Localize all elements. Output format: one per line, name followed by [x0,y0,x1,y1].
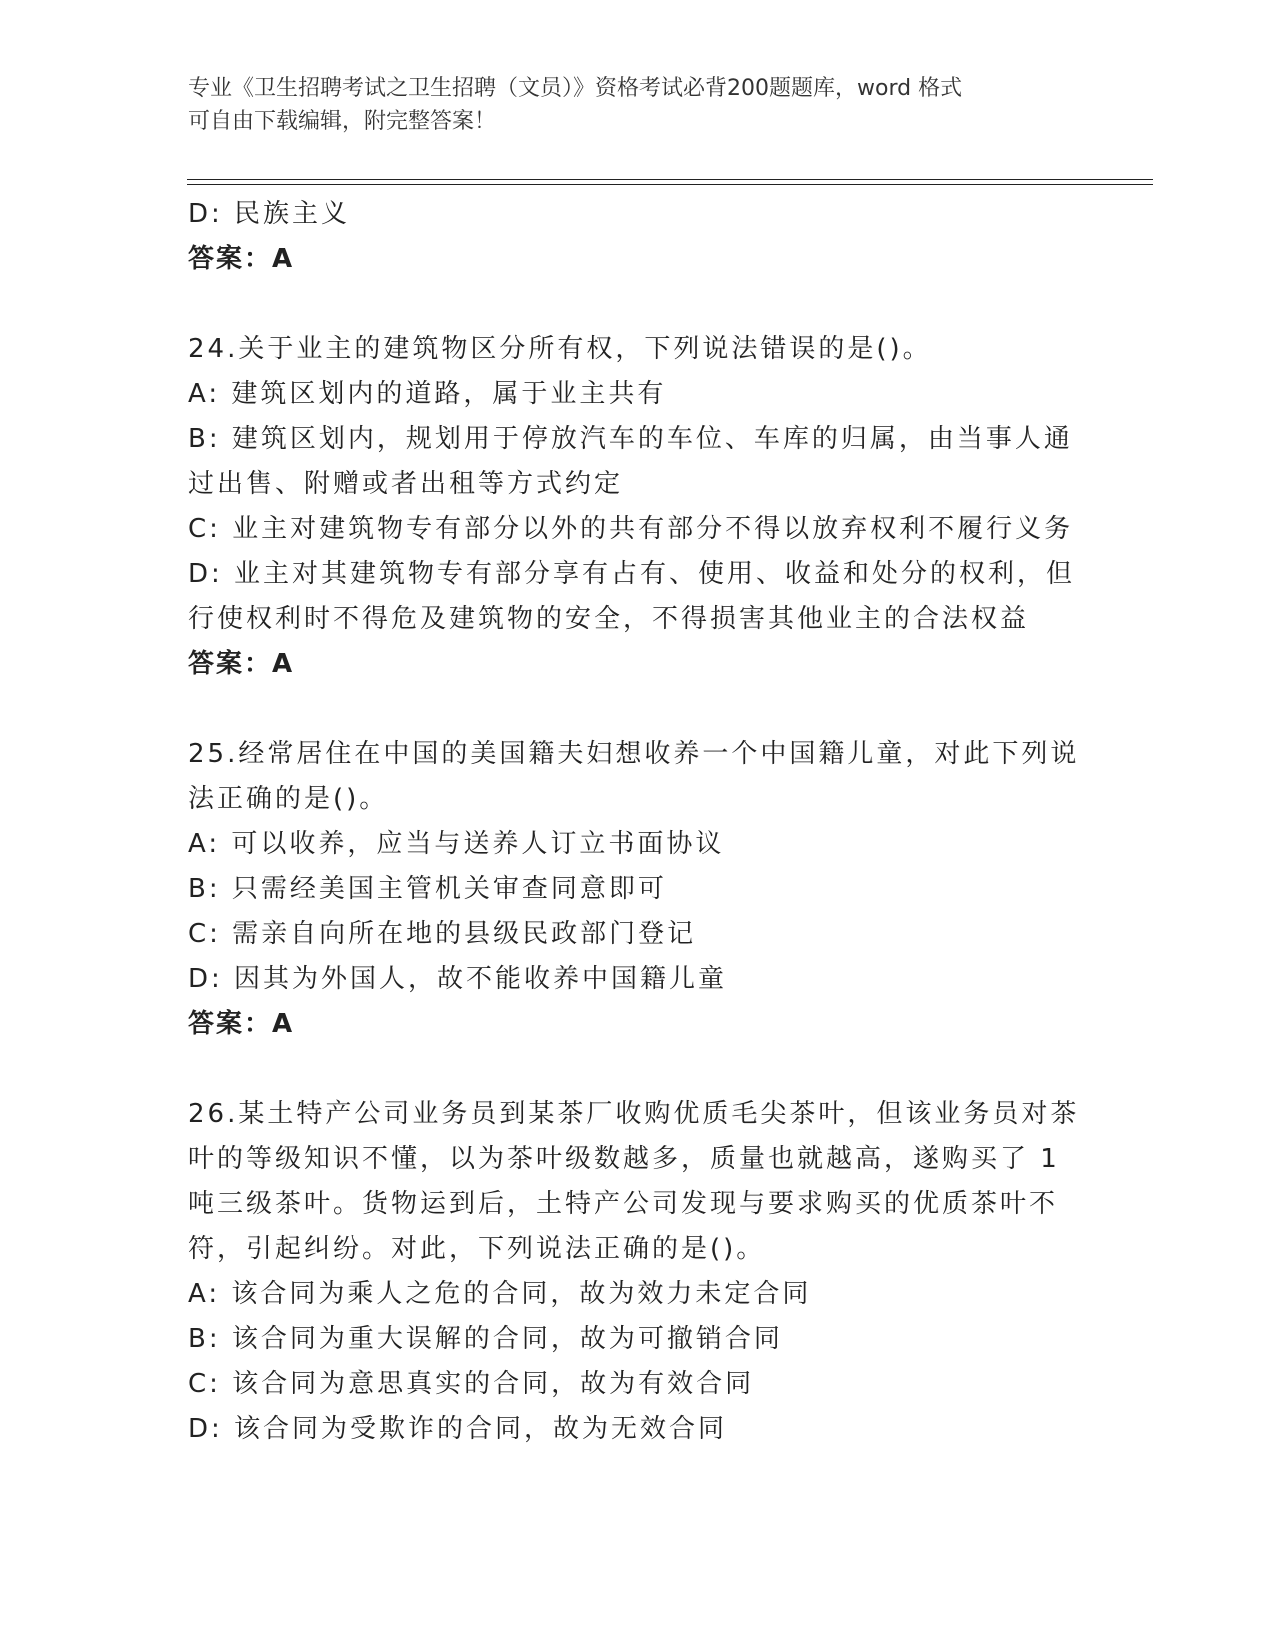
option-b: B: 只需经美国主管机关审查同意即可 [188,874,667,904]
question-stem: 26.某土特产公司业务员到某茶厂收购优质毛尖茶叶，但该业务员对茶 [188,1099,1080,1129]
header-line-1: 专业《卫生招聘考试之卫生招聘（文员）》资格考试必背200题题库，word 格式 [188,76,963,101]
question-stem-continued: 叶的等级知识不懂，以为茶叶级数越多，质量也就越高，遂购买了 1 [188,1144,1060,1174]
question-24 [188,327,1088,687]
question-stem-continued: 法正确的是()。 [188,784,389,814]
spacer [188,282,1088,327]
question-26 [188,1092,1088,1452]
answer-line: 答案：A [188,1009,295,1039]
question-stem-continued: 符，引起纠纷。对此，下列说法正确的是()。 [188,1234,766,1264]
option-a: A: 建筑区划内的道路，属于业主共有 [188,379,667,409]
option-c: C: 业主对建筑物专有部分以外的共有部分不得以放弃权利不履行义务 [188,514,1074,544]
answer-line: 答案：A [188,649,295,679]
spacer [188,1047,1088,1092]
option-c: C: 该合同为意思真实的合同，故为有效合同 [188,1369,755,1399]
question-25 [188,732,1088,1047]
question-stem: 24.关于业主的建筑物区分所有权，下列说法错误的是()。 [188,334,932,364]
option-b-continued: 过出售、附赠或者出租等方式约定 [188,469,624,499]
option-d-continued: 行使权利时不得危及建筑物的安全，不得损害其他业主的合法权益 [188,604,1030,634]
header-rule-bottom [187,184,1153,185]
option-c: C: 需亲自向所在地的县级民政部门登记 [188,919,697,949]
question-stem-continued: 吨三级茶叶。货物运到后，土特产公司发现与要求购买的优质茶叶不 [188,1189,1059,1219]
option-a: A: 可以收养，应当与送养人订立书面协议 [188,829,725,859]
spacer [188,687,1088,732]
header-line-2: 可自由下载编辑，附完整答案！ [188,109,497,134]
question-prev [188,192,1088,282]
question-list [188,192,1088,1452]
option-a: A: 该合同为乘人之危的合同，故为效力未定合同 [188,1279,812,1309]
option-d: D: 该合同为受欺诈的合同，故为无效合同 [188,1414,728,1444]
option-d: D: 民族主义 [188,199,351,229]
option-d: D: 业主对其建筑物专有部分享有占有、使用、收益和处分的权利，但 [188,559,1076,589]
option-b: B: 该合同为重大误解的合同，故为可撤销合同 [188,1324,783,1354]
answer-line: 答案：A [188,244,295,274]
option-b: B: 建筑区划内，规划用于停放汽车的车位、车库的归属，由当事人通 [188,424,1073,454]
question-stem: 25.经常居住在中国的美国籍夫妇想收养一个中国籍儿童，对此下列说 [188,739,1080,769]
option-d: D: 因其为外国人，故不能收养中国籍儿童 [188,964,728,994]
page-header [188,72,1068,138]
header-rule-top [187,179,1153,180]
